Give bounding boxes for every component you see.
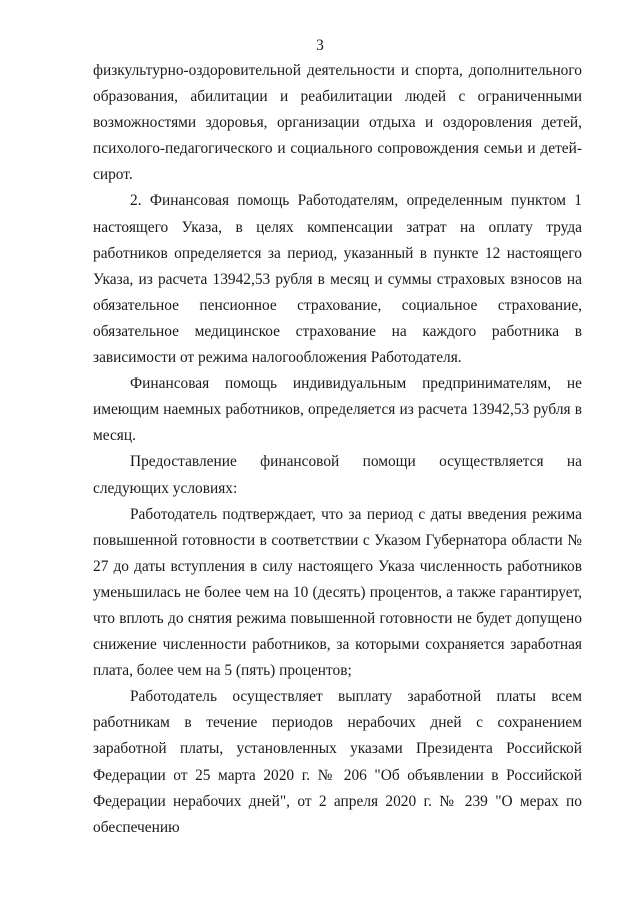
page-number: 3: [316, 37, 324, 54]
paragraph-conditions-intro: Предоставление финансовой помощи осуществляется на следующих условиях:: [93, 453, 582, 497]
paragraph-continuation: физкультурно-оздоровительной деятельности и спорта, дополнительного образования, абилитации и реабилитации людей с ограниченными возможностями здоровья, организации отдыха и оздоровления детей, психолого-педагогического и социального сопровождения семьи и детей-сирот.: [93, 62, 582, 184]
paragraph-financial-aid-entrepreneurs: Финансовая помощь индивидуальным предпринимателям, не имеющим наемных работников, определяется из расчета 13942,53 рубля в месяц.: [93, 375, 582, 445]
paragraph-condition-salary: Работодатель осуществляет выплату заработной платы всем работникам в течение периодов нерабочих дней с сохранением заработной платы, установленных указами Президента Российской Федерации от 25 марта 2020 г. № 206 "Об объявлении в Российской Федерации нерабочих дней", от 2 апреля 2020 г. № 239 "О мерах по обеспечению: [93, 688, 582, 836]
document-body: [93, 58, 582, 841]
paragraph-condition-headcount: Работодатель подтверждает, что за период с даты введения режима повышенной готовности в соответствии с Указом Губернатора области № 27 до даты вступления в силу настоящего Указа численность работников уменьшилась не более чем на 10 (десять) процентов, а также гарантирует, что вплоть до снятия режима повышенной готовности не будет допущено снижение численности работников, за которыми сохраняется заработная плата, более чем на 5 (пять) процентов;: [93, 505, 582, 680]
paragraph-financial-aid-employers: 2. Финансовая помощь Работодателям, определенным пунктом 1 настоящего Указа, в целях компенсации затрат на оплату труда работников определяется за период, указанный в пункте 12 настоящего Указа, из расчета 13942,53 рубля в месяц и суммы страховых взносов на обязательное пенсионное страхование, социальное страхование, обязательное медицинское страхование на каждого работника в зависимости от режима налогообложения Работодателя.: [93, 192, 582, 367]
